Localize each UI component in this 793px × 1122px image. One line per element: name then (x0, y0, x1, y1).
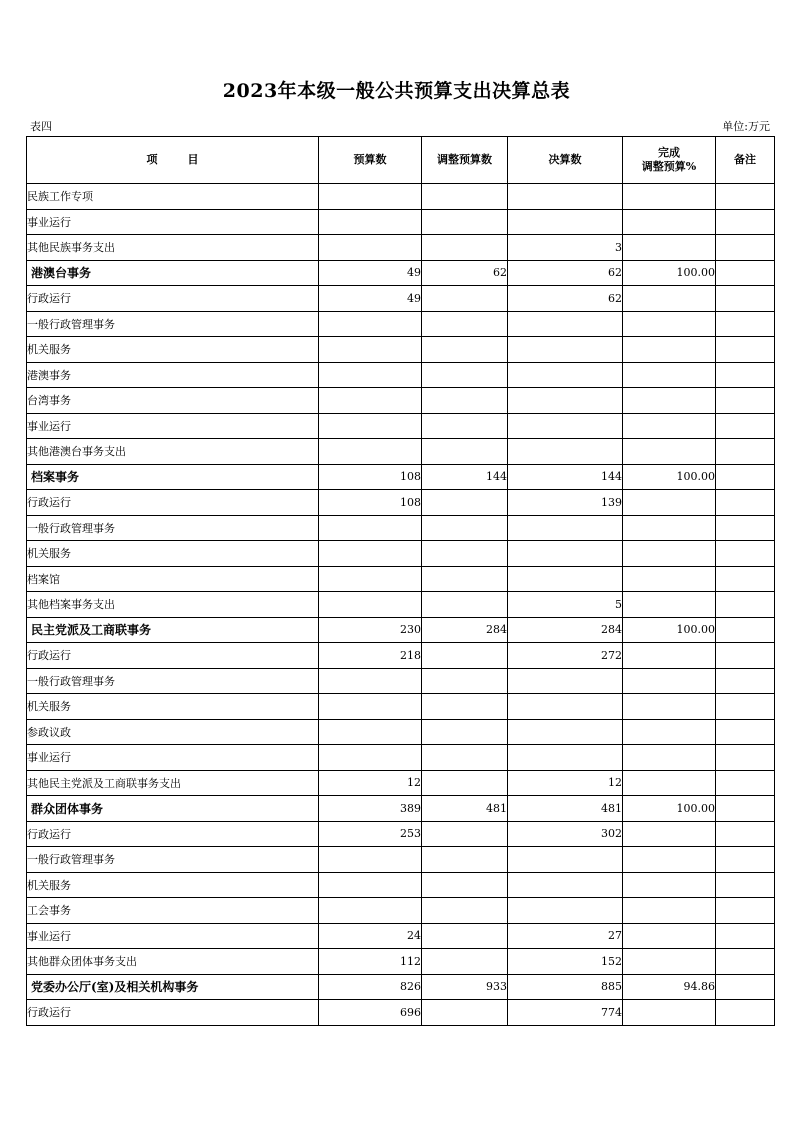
cell-budget: 253 (319, 821, 422, 847)
cell-completion (623, 1000, 716, 1026)
table-row (27, 719, 775, 745)
cell-completion (623, 872, 716, 898)
cell-name: 行政运行 (27, 1000, 319, 1026)
cell-final: 3 (508, 235, 623, 261)
table-row (27, 923, 775, 949)
cell-adjusted (422, 337, 508, 363)
cell-final (508, 388, 623, 414)
table-row (27, 209, 775, 235)
cell-remark (716, 668, 775, 694)
cell-final (508, 184, 623, 210)
header-item-a: 项 (146, 153, 158, 166)
page-title: 2023年本级一般公共预算支出决算总表 (222, 80, 571, 102)
cell-budget: 826 (319, 974, 422, 1000)
cell-completion (623, 566, 716, 592)
cell-final (508, 413, 623, 439)
cell-completion (623, 362, 716, 388)
cell-adjusted (422, 592, 508, 618)
cell-adjusted: 933 (422, 974, 508, 1000)
cell-completion (623, 209, 716, 235)
table-row (27, 541, 775, 567)
cell-budget (319, 668, 422, 694)
cell-budget: 230 (319, 617, 422, 643)
cell-remark (716, 949, 775, 975)
cell-name: 机关服务 (27, 541, 319, 567)
cell-final: 62 (508, 260, 623, 286)
cell-budget (319, 592, 422, 618)
table-row (27, 898, 775, 924)
cell-completion (623, 719, 716, 745)
cell-adjusted: 284 (422, 617, 508, 643)
cell-final: 272 (508, 643, 623, 669)
cell-remark (716, 286, 775, 312)
cell-remark (716, 184, 775, 210)
cell-adjusted (422, 413, 508, 439)
cell-final (508, 694, 623, 720)
table-row (27, 745, 775, 771)
cell-budget: 389 (319, 796, 422, 822)
cell-adjusted (422, 184, 508, 210)
cell-completion (623, 515, 716, 541)
cell-name: 机关服务 (27, 694, 319, 720)
cell-completion: 100.00 (623, 617, 716, 643)
cell-final: 481 (508, 796, 623, 822)
cell-adjusted (422, 1000, 508, 1026)
cell-name: 事业运行 (27, 413, 319, 439)
cell-completion: 100.00 (623, 260, 716, 286)
table-body (27, 184, 775, 1026)
cell-adjusted (422, 490, 508, 516)
table-row (27, 362, 775, 388)
cell-remark (716, 974, 775, 1000)
cell-adjusted (422, 286, 508, 312)
cell-final: 27 (508, 923, 623, 949)
cell-completion (623, 821, 716, 847)
cell-remark (716, 617, 775, 643)
cell-completion (623, 184, 716, 210)
header-completion (623, 137, 716, 184)
cell-adjusted (422, 898, 508, 924)
cell-final (508, 745, 623, 771)
header-remark: 备注 (716, 137, 775, 184)
cell-adjusted (422, 745, 508, 771)
cell-final (508, 209, 623, 235)
cell-budget (319, 566, 422, 592)
header-completion-line2: 调整预算% (641, 160, 697, 173)
cell-adjusted: 62 (422, 260, 508, 286)
cell-remark (716, 439, 775, 465)
table-row (27, 668, 775, 694)
cell-name: 民族工作专项 (27, 184, 319, 210)
table-header (27, 137, 775, 184)
cell-completion (623, 770, 716, 796)
cell-budget: 49 (319, 260, 422, 286)
table-row (27, 490, 775, 516)
cell-final (508, 872, 623, 898)
table-row (27, 388, 775, 414)
cell-remark (716, 821, 775, 847)
cell-budget: 112 (319, 949, 422, 975)
cell-adjusted (422, 311, 508, 337)
cell-remark (716, 413, 775, 439)
cell-remark (716, 541, 775, 567)
cell-name: 一般行政管理事务 (27, 311, 319, 337)
cell-completion: 100.00 (623, 796, 716, 822)
cell-budget: 12 (319, 770, 422, 796)
cell-budget: 108 (319, 464, 422, 490)
table-row (27, 184, 775, 210)
cell-name: 参政议政 (27, 719, 319, 745)
cell-budget (319, 337, 422, 363)
cell-completion (623, 847, 716, 873)
cell-name: 事业运行 (27, 209, 319, 235)
table-row (27, 286, 775, 312)
category-row (27, 260, 775, 286)
header-adjusted: 调整预算数 (422, 137, 508, 184)
cell-final: 12 (508, 770, 623, 796)
cell-remark (716, 311, 775, 337)
cell-completion (623, 413, 716, 439)
cell-budget: 49 (319, 286, 422, 312)
cell-final (508, 311, 623, 337)
cell-budget: 218 (319, 643, 422, 669)
cell-completion (623, 439, 716, 465)
cell-remark (716, 796, 775, 822)
cell-completion (623, 490, 716, 516)
cell-remark (716, 898, 775, 924)
cell-final (508, 439, 623, 465)
cell-remark (716, 566, 775, 592)
table-row (27, 872, 775, 898)
unit-label: 单位:万元 (722, 120, 770, 133)
cell-budget (319, 388, 422, 414)
cell-final (508, 847, 623, 873)
cell-budget (319, 235, 422, 261)
cell-name: 台湾事务 (27, 388, 319, 414)
table-row (27, 566, 775, 592)
cell-remark (716, 235, 775, 261)
cell-budget: 696 (319, 1000, 422, 1026)
cell-final: 284 (508, 617, 623, 643)
cell-name: 工会事务 (27, 898, 319, 924)
cell-completion (623, 745, 716, 771)
category-row (27, 974, 775, 1000)
table-row (27, 1000, 775, 1026)
cell-final (508, 898, 623, 924)
cell-completion (623, 311, 716, 337)
cell-adjusted (422, 209, 508, 235)
cell-completion: 100.00 (623, 464, 716, 490)
cell-budget (319, 362, 422, 388)
cell-name: 其他群众团体事务支出 (27, 949, 319, 975)
cell-remark (716, 694, 775, 720)
cell-completion (623, 694, 716, 720)
cell-budget (319, 719, 422, 745)
cell-name: 港澳事务 (27, 362, 319, 388)
cell-name: 群众团体事务 (27, 796, 319, 822)
cell-name: 行政运行 (27, 490, 319, 516)
cell-adjusted (422, 643, 508, 669)
cell-completion (623, 898, 716, 924)
cell-final: 774 (508, 1000, 623, 1026)
cell-name: 港澳台事务 (27, 260, 319, 286)
cell-remark (716, 592, 775, 618)
cell-adjusted (422, 923, 508, 949)
cell-completion (623, 388, 716, 414)
cell-adjusted (422, 770, 508, 796)
header-budget: 预算数 (319, 137, 422, 184)
cell-remark (716, 464, 775, 490)
table-label: 表四 (30, 120, 52, 133)
cell-name: 民主党派及工商联事务 (27, 617, 319, 643)
cell-name: 其他民族事务支出 (27, 235, 319, 261)
cell-remark (716, 643, 775, 669)
cell-name: 事业运行 (27, 745, 319, 771)
table-row (27, 515, 775, 541)
cell-final (508, 362, 623, 388)
table-row (27, 770, 775, 796)
cell-name: 档案事务 (27, 464, 319, 490)
table-row (27, 847, 775, 873)
cell-remark (716, 770, 775, 796)
cell-adjusted (422, 694, 508, 720)
table-row (27, 821, 775, 847)
cell-adjusted (422, 872, 508, 898)
cell-completion (623, 949, 716, 975)
cell-remark (716, 872, 775, 898)
cell-name: 其他港澳台事务支出 (27, 439, 319, 465)
cell-remark (716, 362, 775, 388)
cell-final: 139 (508, 490, 623, 516)
table-row (27, 413, 775, 439)
cell-remark (716, 719, 775, 745)
cell-adjusted (422, 949, 508, 975)
cell-completion: 94.86 (623, 974, 716, 1000)
cell-adjusted (422, 719, 508, 745)
cell-adjusted (422, 388, 508, 414)
header-item-b: 目 (187, 153, 199, 166)
table-row (27, 643, 775, 669)
cell-final: 5 (508, 592, 623, 618)
cell-completion (623, 337, 716, 363)
header-completion-line1: 完成 (658, 146, 680, 159)
table-row (27, 694, 775, 720)
cell-adjusted (422, 668, 508, 694)
cell-final (508, 337, 623, 363)
cell-final: 144 (508, 464, 623, 490)
table-row (27, 337, 775, 363)
cell-final (508, 515, 623, 541)
cell-name: 档案馆 (27, 566, 319, 592)
cell-completion (623, 592, 716, 618)
cell-remark (716, 745, 775, 771)
cell-final: 885 (508, 974, 623, 1000)
cell-budget (319, 694, 422, 720)
cell-final (508, 719, 623, 745)
cell-adjusted: 144 (422, 464, 508, 490)
cell-final (508, 541, 623, 567)
cell-name: 党委办公厅(室)及相关机构事务 (27, 974, 319, 1000)
cell-name: 行政运行 (27, 821, 319, 847)
cell-name: 其他档案事务支出 (27, 592, 319, 618)
header-row (27, 137, 775, 184)
cell-remark (716, 923, 775, 949)
cell-final (508, 668, 623, 694)
cell-budget: 24 (319, 923, 422, 949)
cell-final (508, 566, 623, 592)
cell-completion (623, 668, 716, 694)
cell-budget: 108 (319, 490, 422, 516)
cell-budget (319, 872, 422, 898)
cell-name: 一般行政管理事务 (27, 515, 319, 541)
category-row (27, 464, 775, 490)
cell-remark (716, 1000, 775, 1026)
cell-name: 行政运行 (27, 643, 319, 669)
category-row (27, 796, 775, 822)
cell-budget (319, 311, 422, 337)
cell-name: 一般行政管理事务 (27, 847, 319, 873)
cell-adjusted (422, 362, 508, 388)
cell-remark (716, 388, 775, 414)
table-row (27, 439, 775, 465)
cell-completion (623, 923, 716, 949)
cell-completion (623, 235, 716, 261)
cell-remark (716, 490, 775, 516)
cell-completion (623, 643, 716, 669)
cell-budget (319, 515, 422, 541)
cell-budget (319, 898, 422, 924)
cell-name: 机关服务 (27, 337, 319, 363)
table-row (27, 235, 775, 261)
cell-adjusted: 481 (422, 796, 508, 822)
header-item (27, 137, 319, 184)
cell-budget (319, 541, 422, 567)
cell-name: 事业运行 (27, 923, 319, 949)
cell-name: 其他民主党派及工商联事务支出 (27, 770, 319, 796)
cell-name: 一般行政管理事务 (27, 668, 319, 694)
cell-budget (319, 745, 422, 771)
cell-name: 机关服务 (27, 872, 319, 898)
header-final: 决算数 (508, 137, 623, 184)
cell-remark (716, 847, 775, 873)
cell-name: 行政运行 (27, 286, 319, 312)
cell-budget (319, 413, 422, 439)
cell-completion (623, 286, 716, 312)
cell-final: 62 (508, 286, 623, 312)
cell-adjusted (422, 541, 508, 567)
table-row (27, 311, 775, 337)
cell-final: 302 (508, 821, 623, 847)
cell-adjusted (422, 847, 508, 873)
table-row (27, 592, 775, 618)
cell-adjusted (422, 515, 508, 541)
cell-remark (716, 209, 775, 235)
cell-budget (319, 209, 422, 235)
cell-remark (716, 337, 775, 363)
table-row (27, 949, 775, 975)
cell-budget (319, 439, 422, 465)
category-row (27, 617, 775, 643)
budget-table (26, 136, 775, 1026)
cell-adjusted (422, 235, 508, 261)
cell-adjusted (422, 439, 508, 465)
cell-remark (716, 260, 775, 286)
cell-adjusted (422, 566, 508, 592)
cell-remark (716, 515, 775, 541)
cell-budget (319, 847, 422, 873)
cell-completion (623, 541, 716, 567)
cell-budget (319, 184, 422, 210)
cell-adjusted (422, 821, 508, 847)
cell-final: 152 (508, 949, 623, 975)
